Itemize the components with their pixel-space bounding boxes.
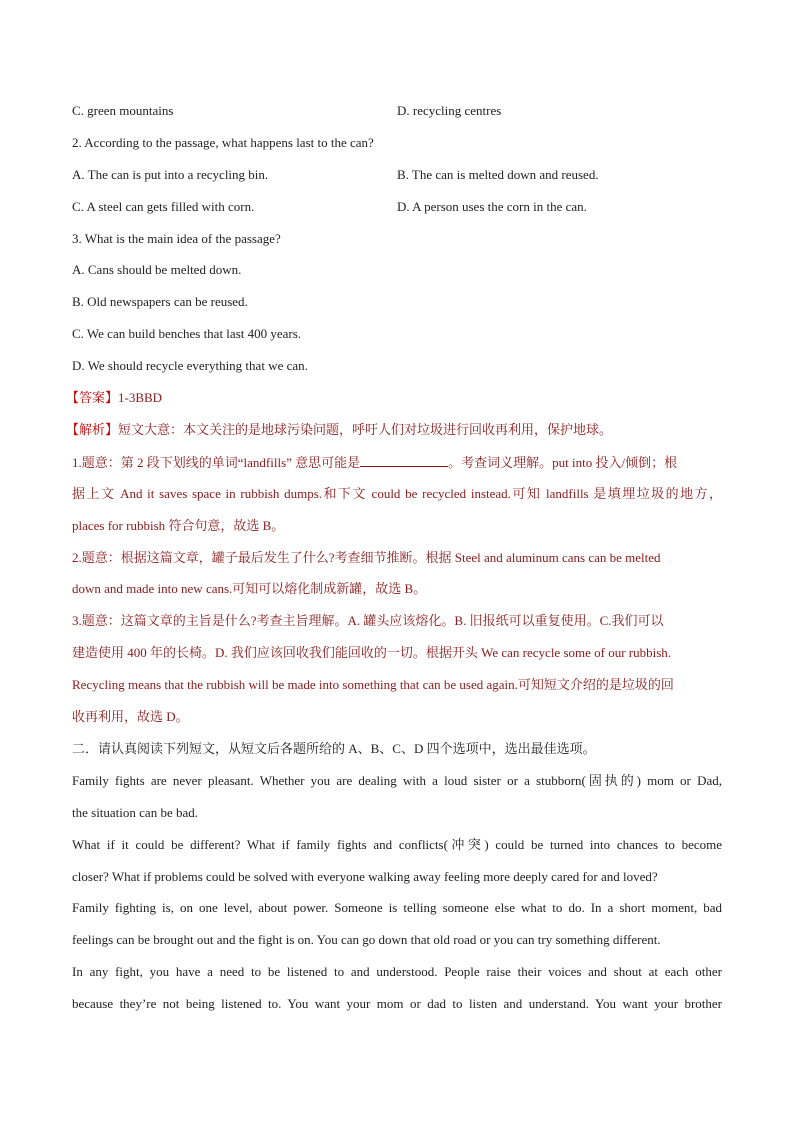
answer-text: 1-3BBD [118, 390, 163, 405]
answer-heading: 【答案】 [66, 390, 119, 405]
explanation-1-line-3: places for rubbish 符合句意，故选 B。 [72, 518, 285, 533]
passage-p4-line-1: In any fight, you have a need to be listened to and understood. People raise their voices and shout at each other [72, 964, 722, 979]
passage-p3-line-1: Family fighting is, on one level, about power. Someone is telling someone else what to do. In a short moment, bad [72, 900, 722, 915]
analysis-heading: 【解析】 [66, 422, 119, 437]
analysis-summary: 短文大意：本文关注的是地球污染问题，呼吁人们对垃圾进行回收再利用，保护地球。 [118, 422, 613, 437]
explanation-1-text-a: 1.题意：第 2 段下划线的单词“landfills” 意思可能是 [72, 455, 361, 470]
explanation-1-line-1 [72, 454, 677, 471]
explanation-1-line-2: 据上文 And it saves space in rubbish dumps.和下文 could be recycled instead.可知 landfills 是填埋垃圾的地方， [72, 486, 722, 501]
q2-option-c: C. A steel can gets filled with corn. [72, 199, 255, 214]
explanation-1-text-b: 。考查词义理解。put into 投入/倾倒；根 [448, 455, 678, 470]
q3-option-c: C. We can build benches that last 400 years. [72, 326, 302, 341]
explanation-3-line-2: 建造使用 400 年的长椅。D. 我们应该回收我们能回收的一切。根据开头 We can recycle some of our rubbish. [72, 645, 672, 660]
q2-option-d: D. A person uses the corn in the can. [397, 199, 587, 214]
explanation-2-line-2: down and made into new cans.可知可以熔化制成新罐，故选 B。 [72, 581, 427, 596]
passage-p1-line-2: the situation can be bad. [72, 805, 198, 820]
q3-option-a: A. Cans should be melted down. [72, 262, 242, 277]
analysis-summary-line [66, 422, 612, 438]
answer-blank [360, 454, 448, 467]
q3-option-d: D. We should recycle everything that we can. [72, 358, 308, 373]
passage-p3-line-2: feelings can be brought out and the fight is on. You can go down that old road or you can try something different. [72, 932, 661, 947]
q3-question: 3. What is the main idea of the passage? [72, 231, 281, 246]
q1-option-d: D. recycling centres [397, 103, 502, 118]
q2-question: 2. According to the passage, what happens last to the can? [72, 135, 374, 150]
passage-p2-line-1: What if it could be different? What if family fights and conflicts(冲突) could be turned into chances to become [72, 837, 722, 852]
q2-option-b: B. The can is melted down and reused. [397, 167, 599, 182]
explanation-3-line-3: Recycling means that the rubbish will be made into something that can be used again.可知短文介绍的是垃圾的回 [72, 677, 674, 692]
explanation-2-line-1: 2.题意：根据这篇文章，罐子最后发生了什么?考查细节推断。根据 Steel and aluminum cans can be melted [72, 550, 661, 565]
explanation-3-line-4: 收再利用，故选 D。 [72, 709, 189, 724]
passage-p2-line-2: closer? What if problems could be solved with everyone walking away feeling more deeply cared for and loved? [72, 869, 658, 884]
explanation-3-line-1: 3.题意：这篇文章的主旨是什么?考查主旨理解。A. 罐头应该熔化。B. 旧报纸可以重复使用。C.我们可以 [72, 613, 664, 628]
answer-line [66, 390, 162, 406]
passage-p4-line-2: because they’re not being listened to. You want your mom or dad to listen and understand. You want your brother [72, 996, 722, 1011]
q1-option-c: C. green mountains [72, 103, 174, 118]
q3-option-b: B. Old newspapers can be reused. [72, 294, 248, 309]
section-2-instruction: 二．请认真阅读下列短文，从短文后各题所给的 A、B、C、D 四个选项中，选出最佳选项。 [72, 741, 596, 756]
q2-option-a: A. The can is put into a recycling bin. [72, 167, 269, 182]
passage-p1-line-1: Family fights are never pleasant. Whether you are dealing with a loud sister or a stubborn(固执的) mom or Dad, [72, 773, 722, 788]
